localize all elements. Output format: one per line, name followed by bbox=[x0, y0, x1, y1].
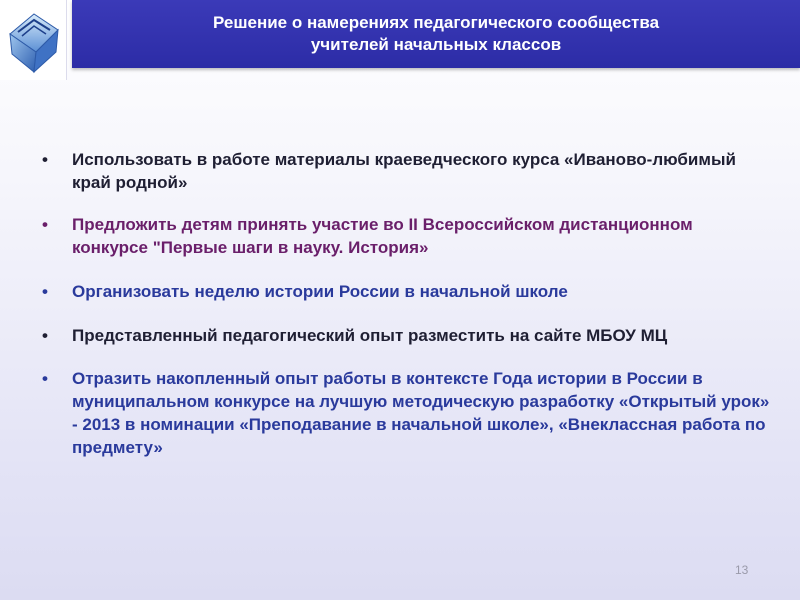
slide-number: 13 bbox=[735, 563, 749, 577]
bullet-icon: • bbox=[42, 369, 48, 388]
list-item-text: Организовать неделю истории России в начальной школе bbox=[72, 282, 568, 301]
list-item-text: Представленный педагогический опыт разместить на сайте МБОУ МЦ bbox=[72, 326, 668, 345]
bullet-icon: • bbox=[42, 150, 48, 169]
list-item-text: Отразить накопленный опыт работы в контексте Года истории в России в муниципальном конкурсе на лучшую методическую разработку «Открытый урок» - 2013 в номинации «Преподавание в начальной школе», «Внеклассная работа по предмету» bbox=[72, 369, 770, 457]
list-item bbox=[42, 213, 772, 259]
slide-title-line1: Решение о намерениях педагогического сообщества bbox=[212, 13, 660, 32]
logo bbox=[0, 0, 67, 80]
bullet-icon: • bbox=[42, 282, 48, 301]
list-item-text: Предложить детям принять участие во II Всероссийском дистанционном конкурсе "Первые шаги в науку. История» bbox=[72, 215, 693, 257]
bullet-icon: • bbox=[42, 215, 48, 234]
slide-header bbox=[72, 0, 800, 68]
bullet-icon: • bbox=[42, 326, 48, 345]
list-item bbox=[42, 148, 772, 194]
list-item bbox=[42, 324, 772, 347]
slide-title-line2: учителей начальных классов bbox=[310, 35, 562, 54]
slide-title bbox=[213, 12, 659, 56]
crystal-book-logo-icon bbox=[4, 6, 62, 74]
list-item-text: Использовать в работе материалы краеведческого курса «Иваново-любимый край родной» bbox=[72, 150, 736, 192]
bullet-list bbox=[42, 148, 772, 459]
list-item bbox=[42, 280, 772, 303]
list-item bbox=[42, 367, 772, 459]
